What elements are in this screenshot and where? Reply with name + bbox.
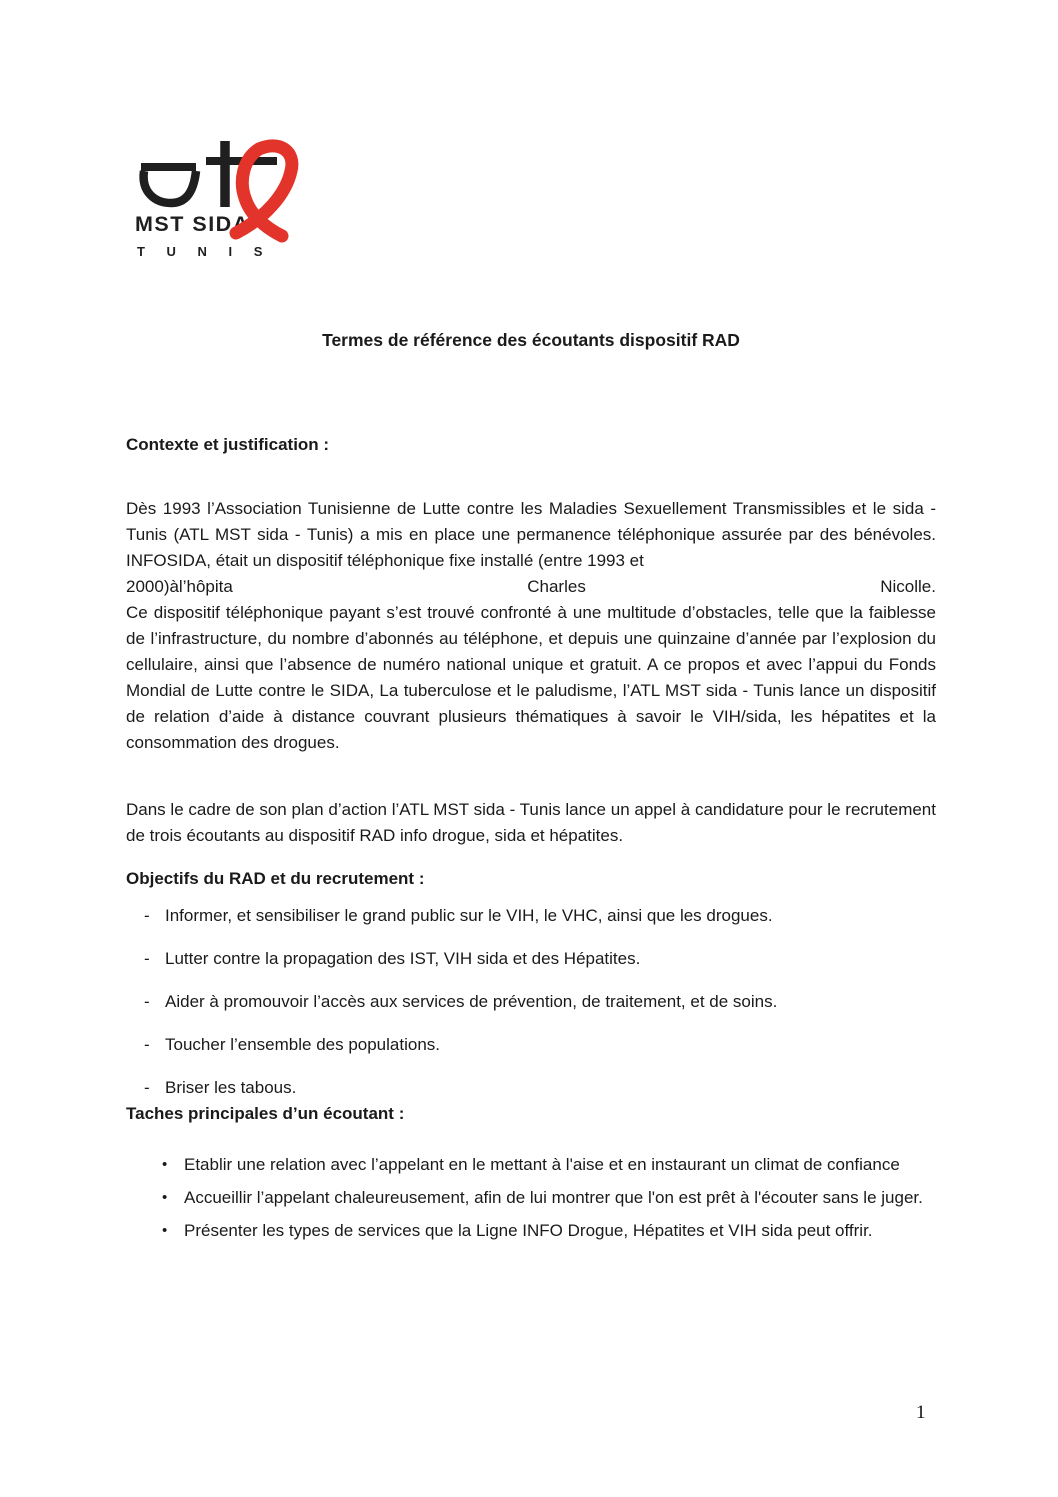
dash-bullet-icon: -	[144, 949, 150, 968]
context-paragraph-part2: Ce dispositif téléphonique payant s’est trouvé confronté à une multitude d’obstacles, telle que la faiblesse de l’infrastructure, du nombre d’abonnés au téléphone, et depuis une quinzaine d’année par l’explosion du cellulaire, ainsi que l’absence de numéro national unique et gratuit. A ce propos et avec l’appui du Fonds Mondial de Lutte contre le SIDA, La tuberculose et le paludisme, l’ATL MST sida - Tunis lance un dispositif de relation d’aide à distance couvrant plusieurs thématiques à savoir le VIH/sida, les hépatites et la consommation des drogues.	[126, 603, 936, 752]
objective-text: Toucher l’ensemble des populations.	[165, 1035, 441, 1054]
context-paragraph	[126, 496, 936, 756]
page-number: 1	[916, 1402, 926, 1423]
task-text: Accueillir l’appelant chaleureusement, afin de lui montrer que l'on est prêt à l'écouter sans le juger.	[184, 1188, 923, 1207]
list-item	[126, 989, 936, 1015]
recruitment-paragraph: Dans le cadre de son plan d’action l’ATL MST sida - Tunis lance un appel à candidature pour le recrutement de trois écoutants au dispositif RAD info drogue, sida et hépatites.	[126, 800, 936, 845]
document-title: Termes de référence des écoutants dispositif RAD	[322, 330, 740, 350]
round-bullet-icon: •	[162, 1222, 168, 1239]
objective-text: Informer, et sensibiliser le grand public sur le VIH, le VHC, ainsi que les drogues.	[165, 906, 773, 925]
list-item	[126, 1181, 936, 1214]
dash-bullet-icon: -	[144, 992, 150, 1011]
objectives-heading: Objectifs du RAD et du recrutement :	[126, 869, 425, 888]
hospital-charles-nicolle-line	[126, 574, 936, 600]
tasks-heading: Taches principales d’un écoutant :	[126, 1104, 405, 1123]
objectives-list	[126, 903, 936, 1118]
list-item	[126, 946, 936, 972]
dash-bullet-icon: -	[144, 1035, 150, 1054]
dash-bullet-icon: -	[144, 906, 150, 925]
list-item	[126, 1148, 936, 1181]
list-item	[126, 1032, 936, 1058]
context-heading: Contexte et justification :	[126, 435, 330, 454]
spread-word-3: Nicolle.	[880, 577, 936, 596]
logo-mst-sida-text: MST SIDA	[135, 212, 250, 236]
list-item	[126, 903, 936, 929]
context-paragraph-part1: Dès 1993 l’Association Tunisienne de Lutte contre les Maladies Sexuellement Transmissibles et le sida - Tunis (ATL MST sida - Tunis) a mis en place une permanence téléphonique assurée par des bénévoles. INFOSIDA, était un dispositif téléphonique fixe installé (entre 1993 et	[126, 499, 936, 570]
task-text: Présenter les types de services que la Ligne INFO Drogue, Hépatites et VIH sida peut offrir.	[184, 1221, 873, 1240]
objective-text: Briser les tabous.	[165, 1078, 297, 1097]
task-text: Etablir une relation avec l’appelant en le mettant à l'aise et en instaurant un climat de confiance	[184, 1155, 900, 1174]
objective-text: Aider à promouvoir l’accès aux services de prévention, de traitement, et de soins.	[165, 992, 778, 1011]
spread-word-2: Charles	[527, 577, 586, 596]
round-bullet-icon: •	[162, 1156, 168, 1173]
dash-bullet-icon: -	[144, 1078, 150, 1097]
atl-mst-sida-tunis-logo	[133, 136, 309, 264]
tasks-list	[126, 1148, 936, 1247]
spread-word-1: 2000)àl’hôpita	[126, 577, 233, 596]
round-bullet-icon: •	[162, 1189, 168, 1206]
logo-tunis-text: T U N I S	[137, 244, 272, 259]
objective-text: Lutter contre la propagation des IST, VIH sida et des Hépatites.	[165, 949, 641, 968]
list-item	[126, 1075, 936, 1101]
list-item	[126, 1214, 936, 1247]
